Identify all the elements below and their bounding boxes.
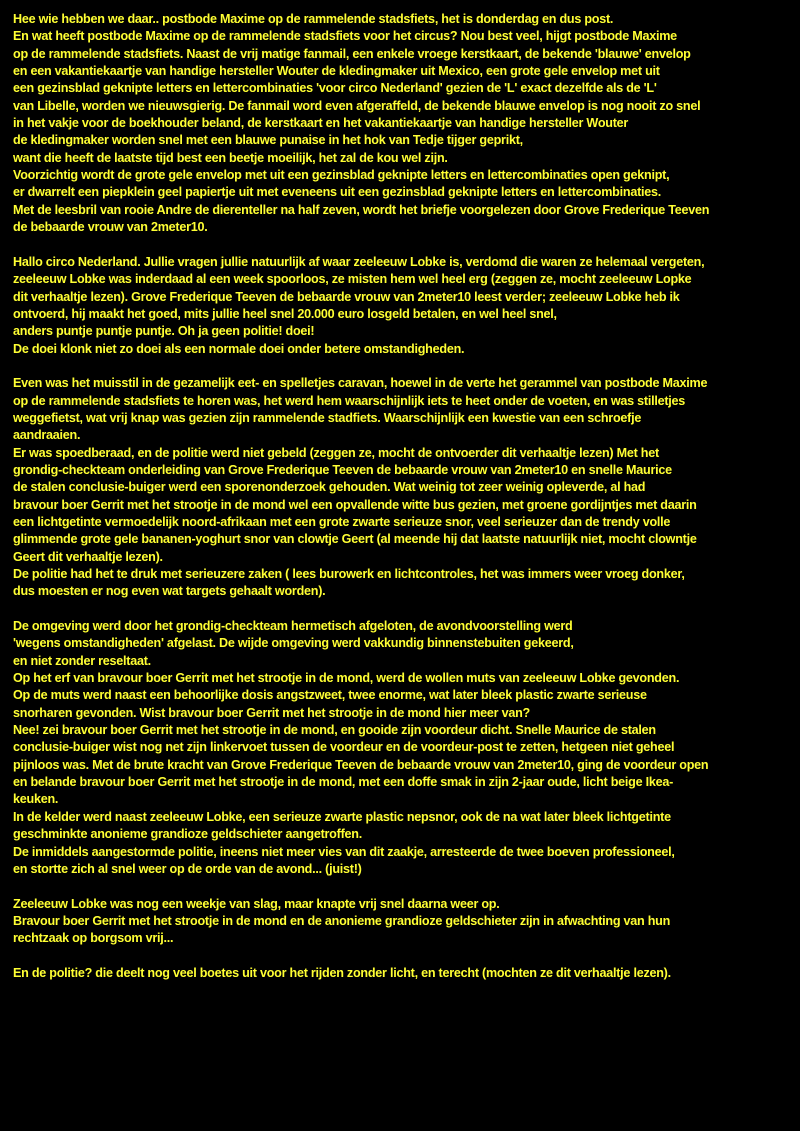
story-line: en een vakantiekaartje van handige hersteller Wouter de kledingmaker uit Mexico, een grote gele envelop met uit [13,64,660,79]
story-line: anders puntje puntje puntje. Oh ja geen politie! doei! [13,324,315,339]
story-paragraph [13,618,800,878]
story-paragraph [13,896,800,948]
story-line: Met de leesbril van rooie Andre de dierenteller na half zeven, wordt het briefje voorgelezen door Grove Frederique Teeven [13,202,710,217]
story-line: Bravour boer Gerrit met het strootje in de mond en de anonieme grandioze geldschieter zijn in afwachting van hun [13,913,671,928]
story-line: geschminkte anonieme grandioze geldschieter aangetroffen. [13,827,362,842]
story-line: grondig-checkteam onderleiding van Grove Frederique Teeven de bebaarde vrouw van 2meter10 en snelle Maurice [13,462,672,477]
story-line: er dwarrelt een piepklein geel papiertje uit met eveneens uit een gezinsblad geknipte letters en lettercombinaties. [13,185,662,200]
story-line: op de rammelende stadsfiets. Naast de vrij matige fanmail, een enkele vroege kerstkaart, de bekende 'blauwe' envelop [13,46,691,61]
story-line: aandraaien. [13,428,81,443]
story-line: dit verhaaltje lezen). Grove Frederique Teeven de bebaarde vrouw van 2meter10 leest verder; zeeleeuw Lobke heb ik [13,289,680,304]
story-line: Voorzichtig wordt de grote gele envelop met uit een gezinsblad geknipte letters en lettercombinaties open geknipt, [13,168,670,183]
story-line: keuken. [13,792,59,807]
story-line: een gezinsblad geknipte letters en lettercombinaties 'voor circo Nederland' gezien de 'L' exact dezelfde als de 'L' [13,81,657,96]
story-line: conclusie-buiger wist nog net zijn linkervoet tussen de voordeur en de voordeur-post te zetten, hetgeen niet geheel [13,740,675,755]
story-line: De omgeving werd door het grondig-checkteam hermetisch afgeloten, de avondvoorstelling werd [13,619,573,634]
story-line: pijnloos was. Met de brute kracht van Grove Frederique Teeven de bebaarde vrouw van 2meter10, ging de voordeur open [13,757,709,772]
story-line: een lichtgetinte vermoedelijk noord-afrikaan met een grote zwarte serieuze snor, veel serieuzer dan de trendy volle [13,514,671,529]
story-line: De politie had het te druk met serieuzere zaken ( lees burowerk en lichtcontroles, het was immers weer vroeg donker, [13,567,685,581]
story-line: glimmende grote gele bananen-yoghurt snor van clowtje Geert (al meende hij dat laatste natuurlijk niet, mocht clowntje [13,532,697,547]
story-line: in het vakje voor de boekhouder beland, de kerstkaart en het vakantiekaartje van handige hersteller Wouter [13,116,629,131]
story-paragraph [13,965,800,982]
story-line: de kledingmaker worden snel met een blauwe punaise in het hok van Tedje tijger geprikt, [13,133,523,148]
story-line: Op de muts werd naast een behoorlijke dosis angstzweet, twee enorme, wat later bleek plastic zwarte serieuse [13,688,647,703]
story-line: op de rammelende stadsfiets te horen was, het werd hem waarschijnlijk iets te heet onder de voeten, en was stilletjes [13,393,686,408]
story-line: de bebaarde vrouw van 2meter10. [13,220,208,235]
story-line: En wat heeft postbode Maxime op de rammelende stadsfiets voor het circus? Nou best veel, hijgt postbode Maxime [13,29,677,44]
story-line: en stortte zich al snel weer op de orde van de avond... (juist!) [13,861,362,876]
story-line: De doei klonk niet zo doei als een normale doei onder betere omstandigheden. [13,341,465,356]
story-line: van Libelle, worden we nieuwsgierig. De fanmail word even afgeraffeld, de bekende blauwe envelop is nog nooit zo snel [13,98,701,113]
story-line: want die heeft de laatste tijd best een beetje moeilijk, het zal de kou wel zijn. [13,150,448,165]
story-line: Nee! zei bravour boer Gerrit met het strootje in de mond, en gooide zijn voordeur dicht. Snelle Maurice de stalen [13,723,656,738]
story-line: rechtzaak op borgsom vrij... [13,931,174,946]
story-line: Hee wie hebben we daar.. postbode Maxime op de rammelende stadsfiets, het is donderdag en dus post. [13,12,614,26]
story-line: Geert dit verhaaltje lezen). [13,549,163,564]
story-line: bravour boer Gerrit met het strootje in de mond wel een opvallende witte bus gezien, met groene gordijntjes met daarin [13,497,697,512]
story-line: weggefietst, wat vrij knap was gezien zijn rammelende stadfiets. Waarschijnlijk een kwestie van een schroefje [13,410,642,425]
story-paragraph [13,375,800,600]
story-line: en belande bravour boer Gerrit met het strootje in de mond, met een doffe smak in zijn 2-jaar oude, licht beige Ikea- [13,775,674,790]
story-paragraph [13,254,800,358]
story-line: Op het erf van bravour boer Gerrit met het strootje in de mond, werd de wollen muts van zeeleeuw Lobke gevonden. [13,671,680,686]
story-line: Hallo circo Nederland. Jullie vragen jullie natuurlijk af waar zeeleeuw Lobke is, verdomd die waren ze helemaal vergeten, [13,254,705,269]
story-line: de stalen conclusie-buiger werd een sporenonderzoek gehouden. Wat weinig tot zeer weinig opleverde, al had [13,480,646,495]
story-line: En de politie? die deelt nog veel boetes uit voor het rijden zonder licht, en terecht (mochten ze dit verhaaltje lezen). [13,965,671,980]
story-line: 'wegens omstandigheden' afgelast. De wijde omgeving werd vakkundig binnenstebuiten gekeerd, [13,636,574,651]
story-text [13,11,800,1000]
story-line: Er was spoedberaad, en de politie werd niet gebeld (zeggen ze, mocht de ontvoerder dit verhaaltje lezen) Met het [13,445,659,460]
story-line: In de kelder werd naast zeeleeuw Lobke, een serieuze zwarte plastic nepsnor, ook de na wat later bleek lichtgetinte [13,809,671,824]
story-line: snorharen gevonden. Wist bravour boer Gerrit met het strootje in de mond hier meer van? [13,705,530,720]
story-line: zeeleeuw Lobke was inderdaad al een week spoorloos, ze misten hem wel heel erg (zeggen ze, mocht zeeleeuw Lopke [13,272,692,287]
story-line: dus moesten er nog even wat targets gehaalt worden). [13,584,326,599]
story-line: Even was het muisstil in de gezamelijk eet- en spelletjes caravan, hoewel in de verte het gerammel van postbode Maxime [13,376,708,391]
story-line: ontvoerd, hij maakt het goed, mits jullie heel snel 20.000 euro losgeld betalen, en wel heel snel, [13,306,557,321]
story-paragraph [13,11,800,236]
story-line: De inmiddels aangestormde politie, ineens niet meer vies van dit zaakje, arresteerde de twee boeven professioneel, [13,844,675,859]
story-line: Zeeleeuw Lobke was nog een weekje van slag, maar knapte vrij snel daarna weer op. [13,896,500,911]
story-line: en niet zonder reseltaat. [13,653,151,668]
